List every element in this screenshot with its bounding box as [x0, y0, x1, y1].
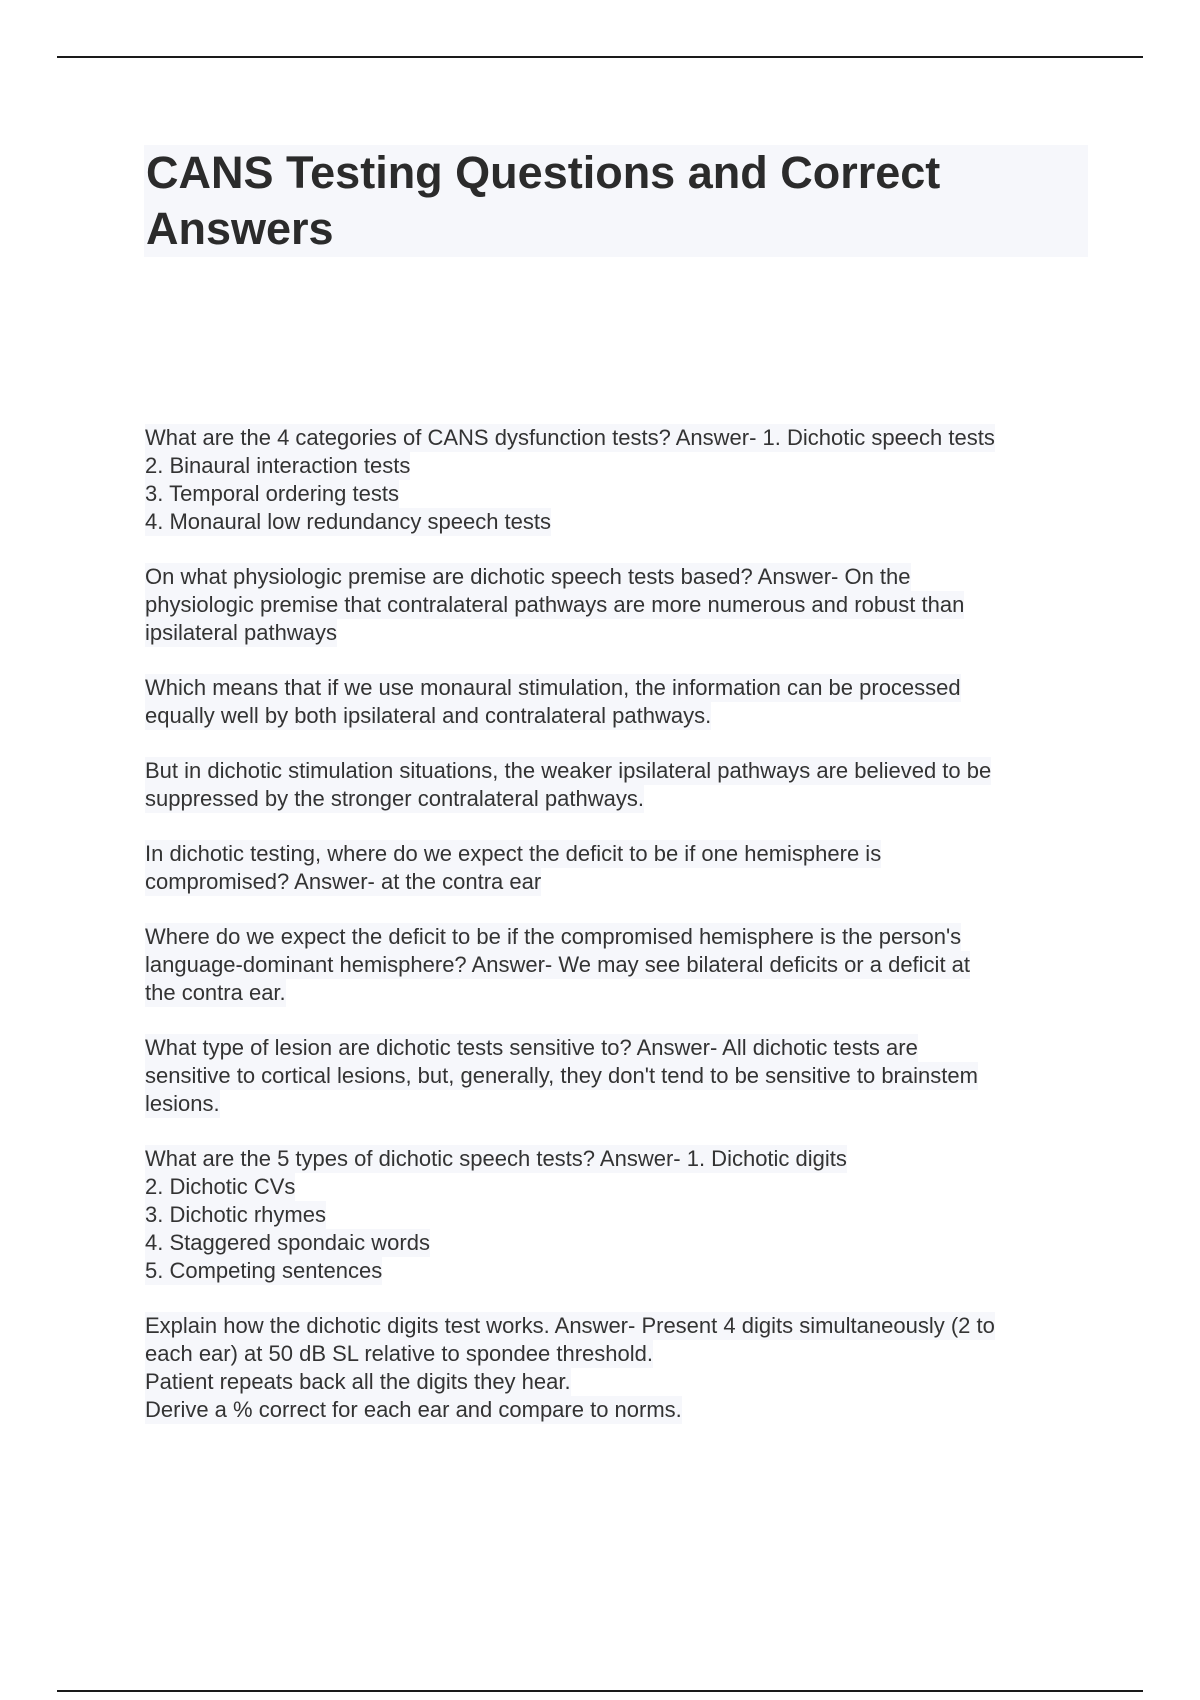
- document-body: [145, 424, 1090, 1451]
- text-line: equally well by both ipsilateral and contralateral pathways.: [145, 703, 712, 728]
- title-line: CANS Testing Questions and Correct: [146, 147, 941, 198]
- text-line: 2. Dichotic CVs: [145, 1174, 296, 1199]
- qa-paragraph-2: [145, 563, 1090, 647]
- text-line: physiologic premise that contralateral pathways are more numerous and robust than: [145, 592, 965, 617]
- text-line: 4. Staggered spondaic words: [145, 1230, 430, 1255]
- text-line: 2. Binaural interaction tests: [145, 453, 411, 478]
- text-line: Patient repeats back all the digits they hear.: [145, 1369, 571, 1394]
- header-rule: [57, 56, 1143, 58]
- title-line: Answers: [146, 203, 334, 254]
- text-line: Where do we expect the deficit to be if the compromised hemisphere is the person's: [145, 924, 962, 949]
- qa-paragraph-6: [145, 923, 1090, 1007]
- text-line: What type of lesion are dichotic tests sensitive to? Answer- All dichotic tests are: [145, 1035, 918, 1060]
- text-line: Explain how the dichotic digits test works. Answer- Present 4 digits simultaneously (2 to: [145, 1313, 995, 1338]
- text-line: 3. Temporal ordering tests: [145, 481, 399, 506]
- text-line: Which means that if we use monaural stimulation, the information can be processed: [145, 675, 961, 700]
- qa-paragraph-4: [145, 757, 1090, 813]
- text-line: sensitive to cortical lesions, but, generally, they don't tend to be sensitive to brainstem: [145, 1063, 978, 1088]
- text-line: 3. Dichotic rhymes: [145, 1202, 326, 1227]
- text-line: the contra ear.: [145, 980, 286, 1005]
- qa-paragraph-9: [145, 1312, 1090, 1424]
- qa-paragraph-7: [145, 1034, 1090, 1118]
- text-line: Derive a % correct for each ear and compare to norms.: [145, 1397, 682, 1422]
- text-line: In dichotic testing, where do we expect the deficit to be if one hemisphere is: [145, 841, 882, 866]
- footer-rule: [57, 1690, 1143, 1692]
- text-line: compromised? Answer- at the contra ear: [145, 869, 542, 894]
- qa-paragraph-3: [145, 674, 1090, 730]
- text-line: But in dichotic stimulation situations, the weaker ipsilateral pathways are believed to be: [145, 758, 992, 783]
- text-line: language-dominant hemisphere? Answer- We may see bilateral deficits or a deficit at: [145, 952, 971, 977]
- text-line: lesions.: [145, 1091, 220, 1116]
- text-line: ipsilateral pathways: [145, 620, 337, 645]
- text-line: 4. Monaural low redundancy speech tests: [145, 509, 552, 534]
- document-title: [144, 145, 1088, 257]
- text-line: 5. Competing sentences: [145, 1258, 383, 1283]
- qa-paragraph-8: [145, 1145, 1090, 1285]
- text-line: each ear) at 50 dB SL relative to spondee threshold.: [145, 1341, 653, 1366]
- qa-paragraph-5: [145, 840, 1090, 896]
- text-line: What are the 4 categories of CANS dysfunction tests? Answer- 1. Dichotic speech tests: [145, 425, 995, 450]
- text-line: What are the 5 types of dichotic speech tests? Answer- 1. Dichotic digits: [145, 1146, 847, 1171]
- text-line: On what physiologic premise are dichotic speech tests based? Answer- On the: [145, 564, 911, 589]
- text-line: suppressed by the stronger contralateral pathways.: [145, 786, 644, 811]
- qa-paragraph-1: [145, 424, 1090, 536]
